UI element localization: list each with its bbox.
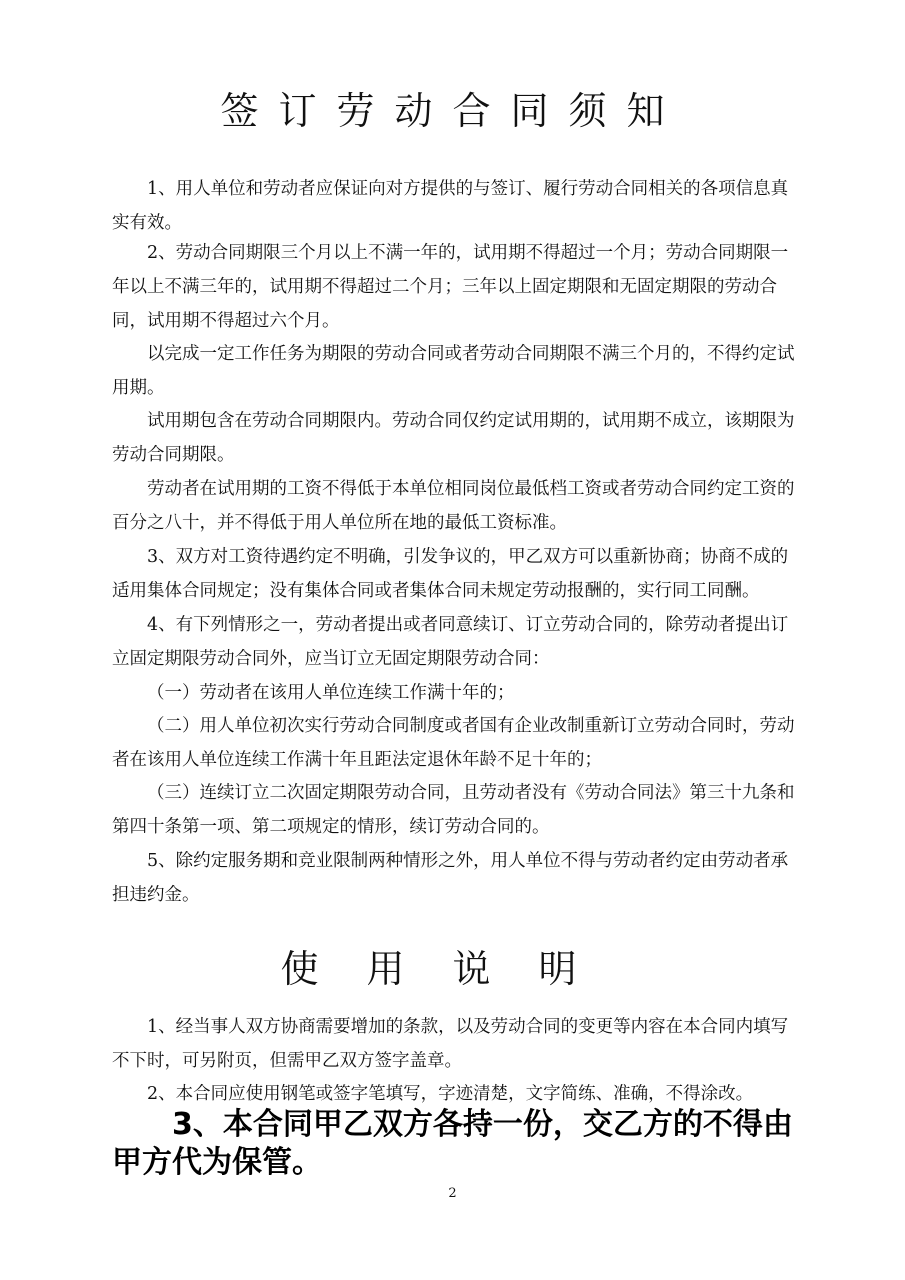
notice-paragraph-4: 试用期包含在劳动合同期限内。劳动合同仅约定试用期的，试用期不成立，该期限为劳动合同期限。	[112, 411, 795, 465]
usage-paragraph-1: 1、经当事人双方协商需要增加的条款，以及劳动合同的变更等内容在本合同内填写不下时，可另附页，但需甲乙双方签字盖章。	[112, 1017, 789, 1071]
usage-paragraph-2: 2、本合同应使用钢笔或签字笔填写，字迹清楚，文字简练、准确，不得涂改。	[147, 1084, 754, 1104]
usage-title: 使用说明	[280, 947, 625, 991]
notice-paragraph-6: 3、双方对工资待遇约定不明确，引发争议的，甲乙双方可以重新协商；协商不成的适用集体合同规定；没有集体合同或者集体合同未规定劳动报酬的，实行同工同酬。	[112, 547, 789, 601]
notice-paragraph-9: （二）用人单位初次实行劳动合同制度或者国有企业改制重新订立劳动合同时，劳动者在该用人单位连续工作满十年且距法定退休年龄不足十年的；	[112, 716, 795, 770]
notice-paragraph-10: （三）连续订立二次固定期限劳动合同，且劳动者没有《劳动合同法》第三十九条和第四十条第一项、第二项规定的情形，续订劳动合同的。	[112, 783, 795, 837]
document-title: 签订劳动合同须知	[220, 89, 685, 133]
notice-paragraph-11: 5、除约定服务期和竞业限制两种情形之外，用人单位不得与劳动者约定由劳动者承担违约金。	[112, 851, 789, 905]
notice-paragraph-2: 2、劳动合同期限三个月以上不满一年的，试用期不得超过一个月；劳动合同期限一年以上不满三年的，试用期不得超过二个月；三年以上固定期限和无固定期限的劳动合同，试用期不得超过六个月。	[112, 243, 789, 331]
notice-paragraph-7: 4、有下列情形之一，劳动者提出或者同意续订、订立劳动合同的，除劳动者提出订立固定期限劳动合同外，应当订立无固定期限劳动合同：	[112, 615, 789, 669]
notice-paragraph-3: 以完成一定工作任务为期限的劳动合同或者劳动合同期限不满三个月的，不得约定试用期。	[112, 344, 795, 398]
page-number: 2	[448, 1186, 457, 1201]
usage-emphasis: 3、本合同甲乙双方各持一份，交乙方的不得由甲方代为保管。	[112, 1107, 793, 1180]
notice-paragraph-5: 劳动者在试用期的工资不得低于本单位相同岗位最低档工资或者劳动合同约定工资的百分之八十，并不得低于用人单位所在地的最低工资标准。	[112, 479, 795, 533]
notice-paragraph-1: 1、用人单位和劳动者应保证向对方提供的与签订、履行劳动合同相关的各项信息真实有效。	[112, 179, 789, 233]
notice-paragraph-8: （一）劳动者在该用人单位连续工作满十年的；	[147, 683, 515, 703]
